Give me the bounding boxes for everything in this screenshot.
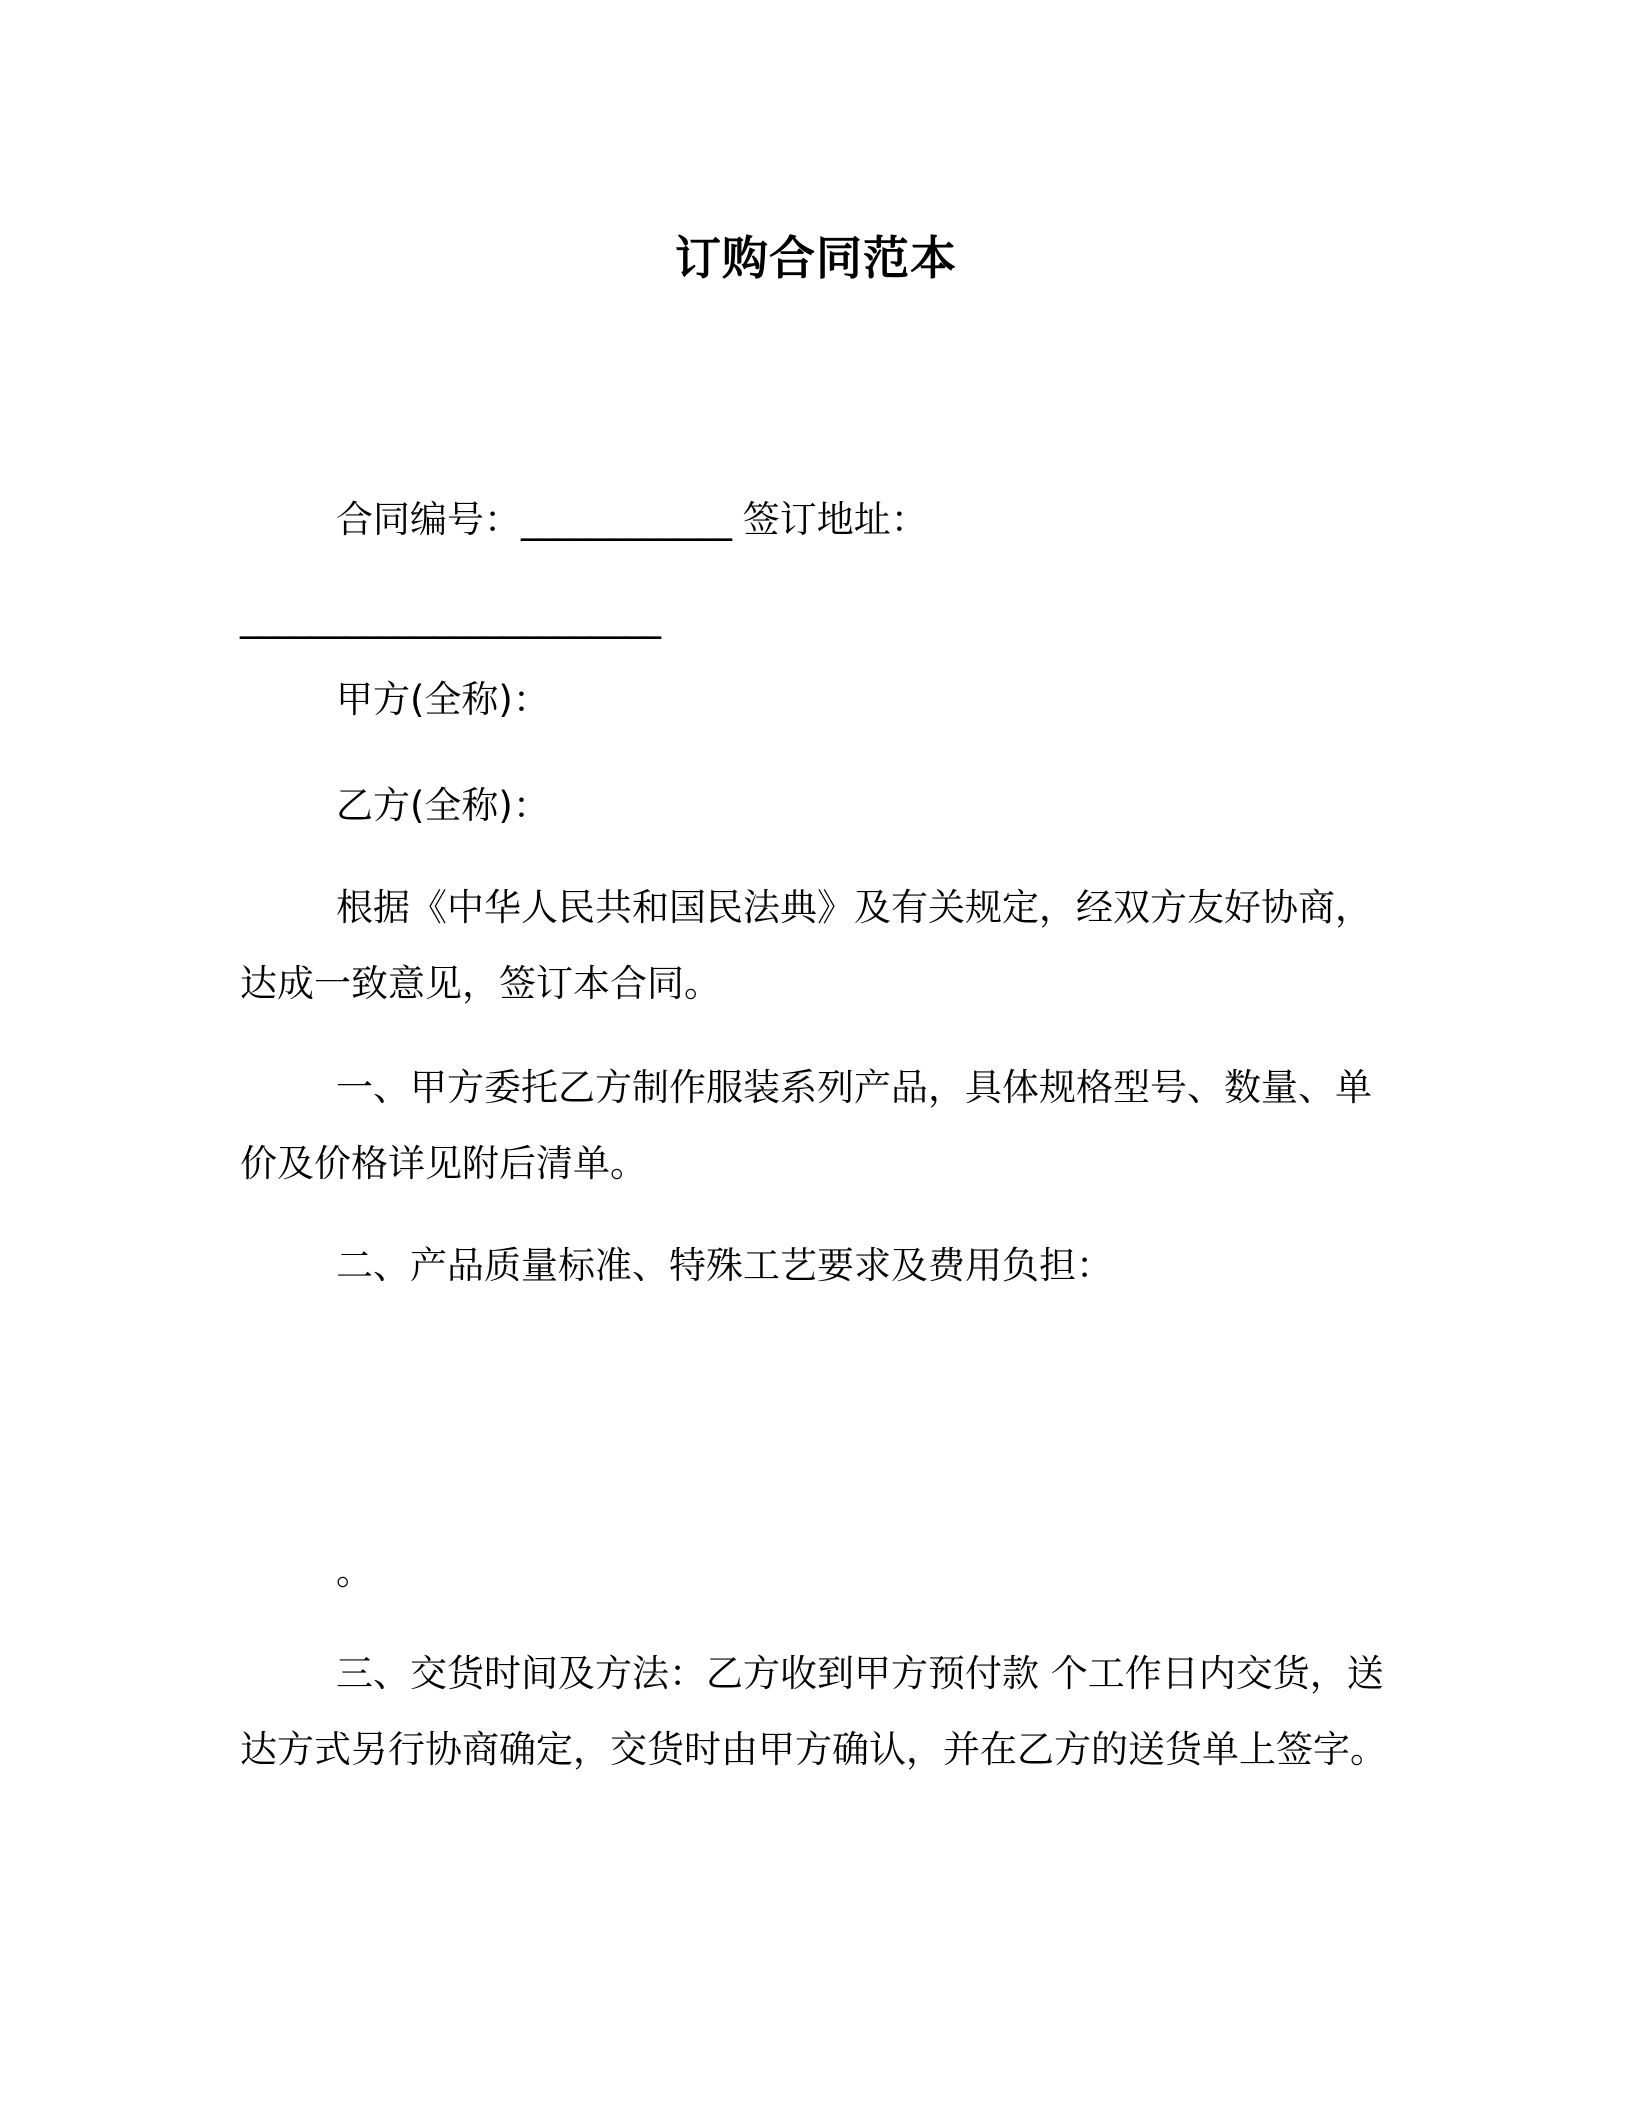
page-title: 订购合同范本 [675,231,957,285]
preamble-line-1: 根据《中华人民共和国民法典》及有关规定，经双方友好协商， [336,886,1372,929]
clause-1-line-1: 一、甲方委托乙方制作服装系列产品，具体规格型号、数量、单 [336,1066,1372,1109]
clause-3-line-2: 达方式另行协商确定，交货时由甲方确认，并在乙方的送货单上签字。 [240,1728,1387,1771]
contract-number-line [336,496,928,544]
sign-place-label: 签订地址： [742,498,928,541]
clause-2-trailing-mark: 。 [336,1550,373,1593]
clause-1-line-2: 价及价格详见附后清单。 [240,1142,647,1185]
party-b-line: 乙方(全称)： [336,784,550,827]
sign-place-blank [240,594,660,642]
clause-3-line-1: 三、交货时间及方法：乙方收到甲方预付款 个工作日内交货，送 [336,1652,1384,1695]
preamble-line-2: 达成一致意见，签订本合同。 [240,962,721,1005]
contract-number-label: 合同编号： [336,498,521,541]
clause-2-line-1: 二、产品质量标准、特殊工艺要求及费用负担： [336,1244,1113,1287]
contract-number-blank: ____________ [521,498,731,541]
party-a-line: 甲方(全称)： [336,678,550,721]
sign-place-blank-text: ________________________ [240,596,660,639]
